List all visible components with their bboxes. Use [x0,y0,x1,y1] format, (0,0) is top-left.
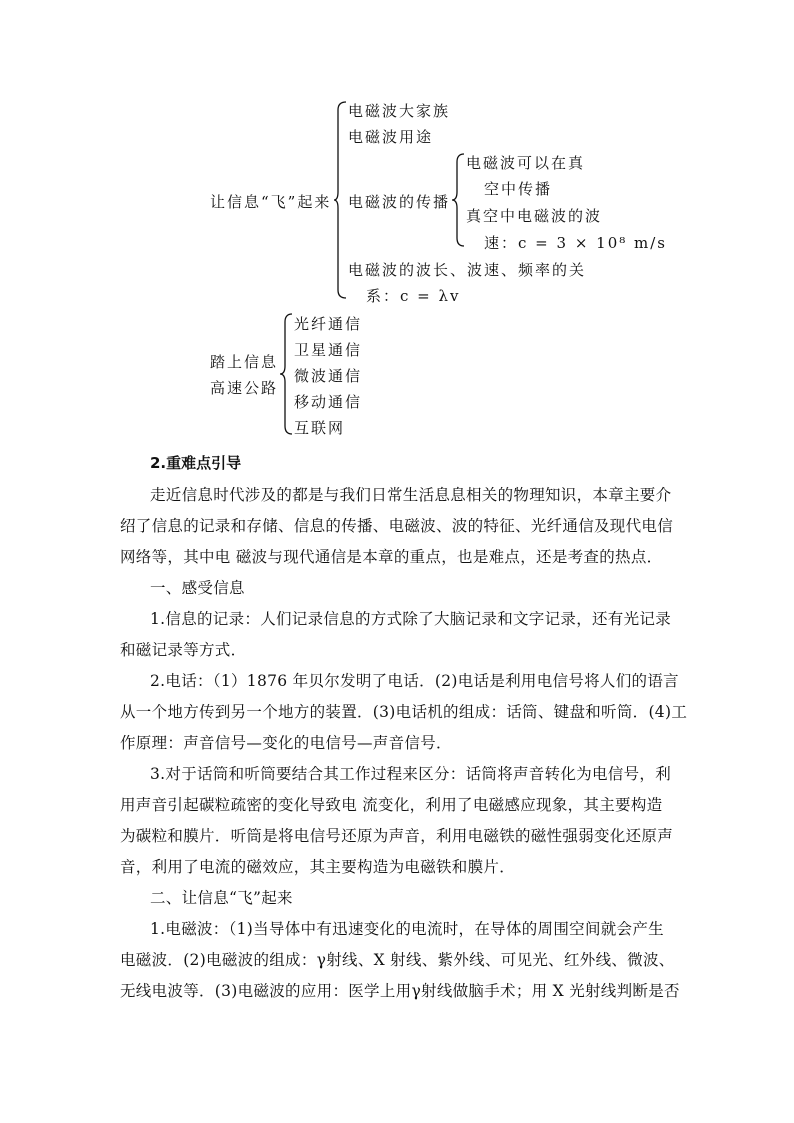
tree1-sub-2: 真空中电磁波的波 [466,207,603,225]
tree1-item-0: 电磁波大家族 [348,102,451,120]
tree2-item-2: 微波通信 [294,367,363,385]
tree2-bracket [280,312,294,436]
text-line: 无线电波等．(3)电磁波的应用：医学上用γ射线做脑手术；用 X 光射线判断是否 [120,982,680,1000]
tree1-bracket [334,100,348,300]
tree2-root-line-0: 踏上信息 [210,353,279,371]
text-line: 从一个地方传到另一个地方的装置．(3)电话机的组成：话筒、键盘和听筒．(4)工 [120,703,688,721]
tree1-item-4: 系：c = λv [366,287,461,305]
text-line: 音，利用了电流的磁效应，其主要构造为电磁铁和膜片． [120,858,516,876]
text-line: 走近信息时代涉及的都是与我们日常生活息息相关的物理知识，本章主要介 [150,486,672,504]
tree2-item-3: 移动通信 [294,393,363,411]
tree1-sub-1: 空中传播 [484,180,553,198]
tree1-sub-bracket [452,152,466,248]
text-line: 1.电磁波：（1)当导体中有迅速变化的电流时，在导体的周围空间就会产生 [150,920,664,938]
tree2-item-0: 光纤通信 [294,315,363,333]
text-line: 作原理：声音信号—变化的电信号—声音信号． [120,734,452,752]
text-line: 二、让信息“飞”起来 [150,889,293,907]
text-line: 网络等，其中电 磁波与现代通信是本章的重点，也是难点，还是考查的热点． [120,548,663,566]
tree2-root-line-1: 高速公路 [210,379,279,397]
tree2-item-4: 互联网 [294,419,346,437]
text-line: 一、感受信息 [150,579,245,597]
text-line: 1.信息的记录：人们记录信息的方式除了大脑记录和文字记录，还有光记录 [150,610,671,628]
text-line: 用声音引起碳粒疏密的变化导致电 流变化，利用了电磁感应现象，其主要构造 [120,796,663,814]
tree1-item-1: 电磁波用途 [348,128,434,146]
tree1-item-3: 电磁波的波长、波速、频率的关 [348,261,587,279]
tree2-item-1: 卫星通信 [294,341,363,359]
tree1-root: 让信息“飞”起来 [210,193,332,211]
text-line: 电磁波．(2)电磁波的组成：γ射线、X 射线、紫外线、可见光、红外线、微波、 [120,951,675,969]
text-line: 2.电话：（1）1876 年贝尔发明了电话．(2)电话是利用电信号将人们的语言 [150,672,679,690]
section-heading: 2.重难点引导 [150,454,242,472]
text-line: 3.对于话筒和听筒要结合其工作过程来区分：话筒将声音转化为电信号，利 [150,765,671,783]
tree1-sub-3: 速：c = 3 × 10⁸ m/s [484,234,667,252]
tree1-item-2: 电磁波的传播 [348,193,451,211]
tree1-sub-0: 电磁波可以在真 [466,154,586,172]
text-line: 绍了信息的记录和存储、信息的传播、电磁波、波的特征、光纤通信及现代电信 [120,517,674,535]
text-line: 和磁记录等方式． [120,641,247,659]
text-line: 为碳粒和膜片．听筒是将电信号还原为声音，利用电磁铁的磁性强弱变化还原声 [120,827,674,845]
